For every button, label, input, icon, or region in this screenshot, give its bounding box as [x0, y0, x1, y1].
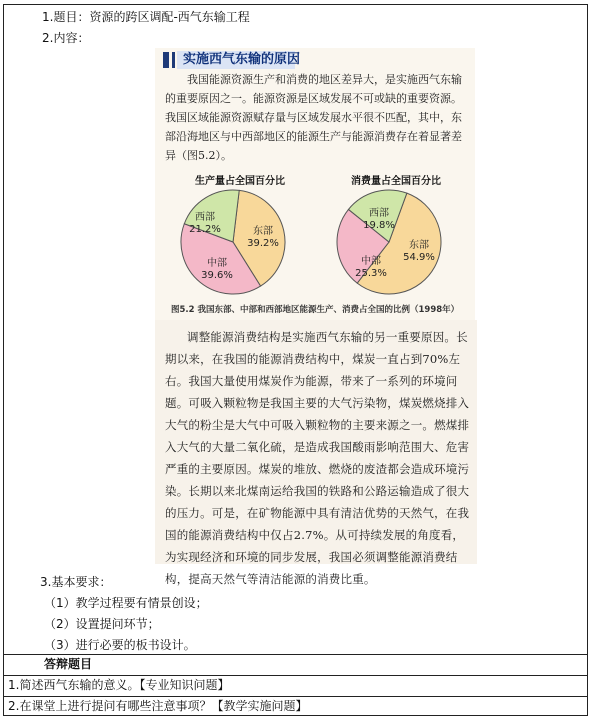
slice-value: 25.3%: [355, 268, 387, 279]
divider: [3, 675, 588, 676]
requirement-item: （2）设置提问环节；: [44, 617, 160, 631]
defense-question: 1.简述西气东输的意义。【专业知识问题】: [8, 678, 230, 692]
slice-value: 19.8%: [363, 220, 395, 231]
divider: [3, 696, 588, 697]
heading-bar-thin: [172, 52, 175, 68]
slice-value: 54.9%: [403, 252, 435, 263]
defense-title: 答辩题目: [44, 657, 93, 671]
paragraph-2: 调整能源消费结构是实施西气东输的另一重要原因。长期以来，在我国的能源消费结构中，煤炭一直占到70%左右。我国大量使用煤炭作为能源，带来了一系列的环境问题。可吸入颗粒物是我国主要的大气污染物，煤炭燃烧排入大气的粉尘是大气中可吸入颗粒物的主要来源之一。燃煤排入大气的大量二氧化硫，是造成我国酸雨影响范围大、危害严重的主要原因。煤炭的堆放、燃烧的废渣都会造成环境污染。长期以来北煤南运给我国的铁路和公路运输造成了很大的压力。可是，在矿物能源中具有清洁优势的天然气，在我国的能源消费结构中仅占2.7%。从可持续发展的角度看，为实现经济和环境的同步发展，我国必须调整能源消费结构，提高天然气等清洁能源的消费比重。: [165, 330, 470, 586]
defense-question: 2.在课堂上进行提问有哪些注意事项？【教学实施问题】: [8, 699, 308, 713]
slice-value: 39.6%: [201, 270, 233, 281]
slice-value: 21.2%: [189, 224, 221, 235]
slice-label: 东部: [409, 240, 429, 251]
slice-label: 东部: [253, 226, 273, 237]
slice-value: 39.2%: [247, 238, 279, 249]
pie-charts: [155, 184, 475, 304]
slice-label: 中部: [361, 256, 381, 267]
topic-line: 1.题目：资源的跨区调配-西气东输工程: [42, 10, 250, 24]
requirement-item: （1）教学过程要有情景创设；: [44, 596, 208, 610]
slice-label: 西部: [369, 208, 389, 219]
textbook-excerpt-top: [155, 48, 475, 320]
paragraph-1: 我国能源资源生产和消费的地区差异大，是实施西气东输的重要原因之一。能源资源是区域发展不可或缺的重要资源。我国区域能源资源赋存量与区域发展水平很不匹配，其中，东部沿海地区与中西部地区的能源生产与能源消费存在着显著差异（图5.2）。: [165, 73, 462, 162]
content-label: 2.内容：: [42, 31, 90, 45]
pie-title-consumption: 消费量占全国百分比: [351, 176, 441, 187]
pie-title-production: 生产量占全国百分比: [195, 176, 285, 187]
requirements-title: 3.基本要求：: [40, 575, 112, 589]
slice-label: 中部: [207, 258, 227, 269]
slice-label: 西部: [195, 212, 215, 223]
requirement-item: （3）进行必要的板书设计。: [44, 638, 196, 652]
divider: [3, 654, 588, 655]
section-heading: 实施西气东输的原因: [183, 52, 301, 67]
textbook-excerpt-bottom: [155, 320, 477, 586]
heading-bar-thick: [163, 52, 169, 68]
figure-caption: 图5.2 我国东部、中部和西部地区能源生产、消费占全国的比例（1998年）: [171, 305, 460, 315]
